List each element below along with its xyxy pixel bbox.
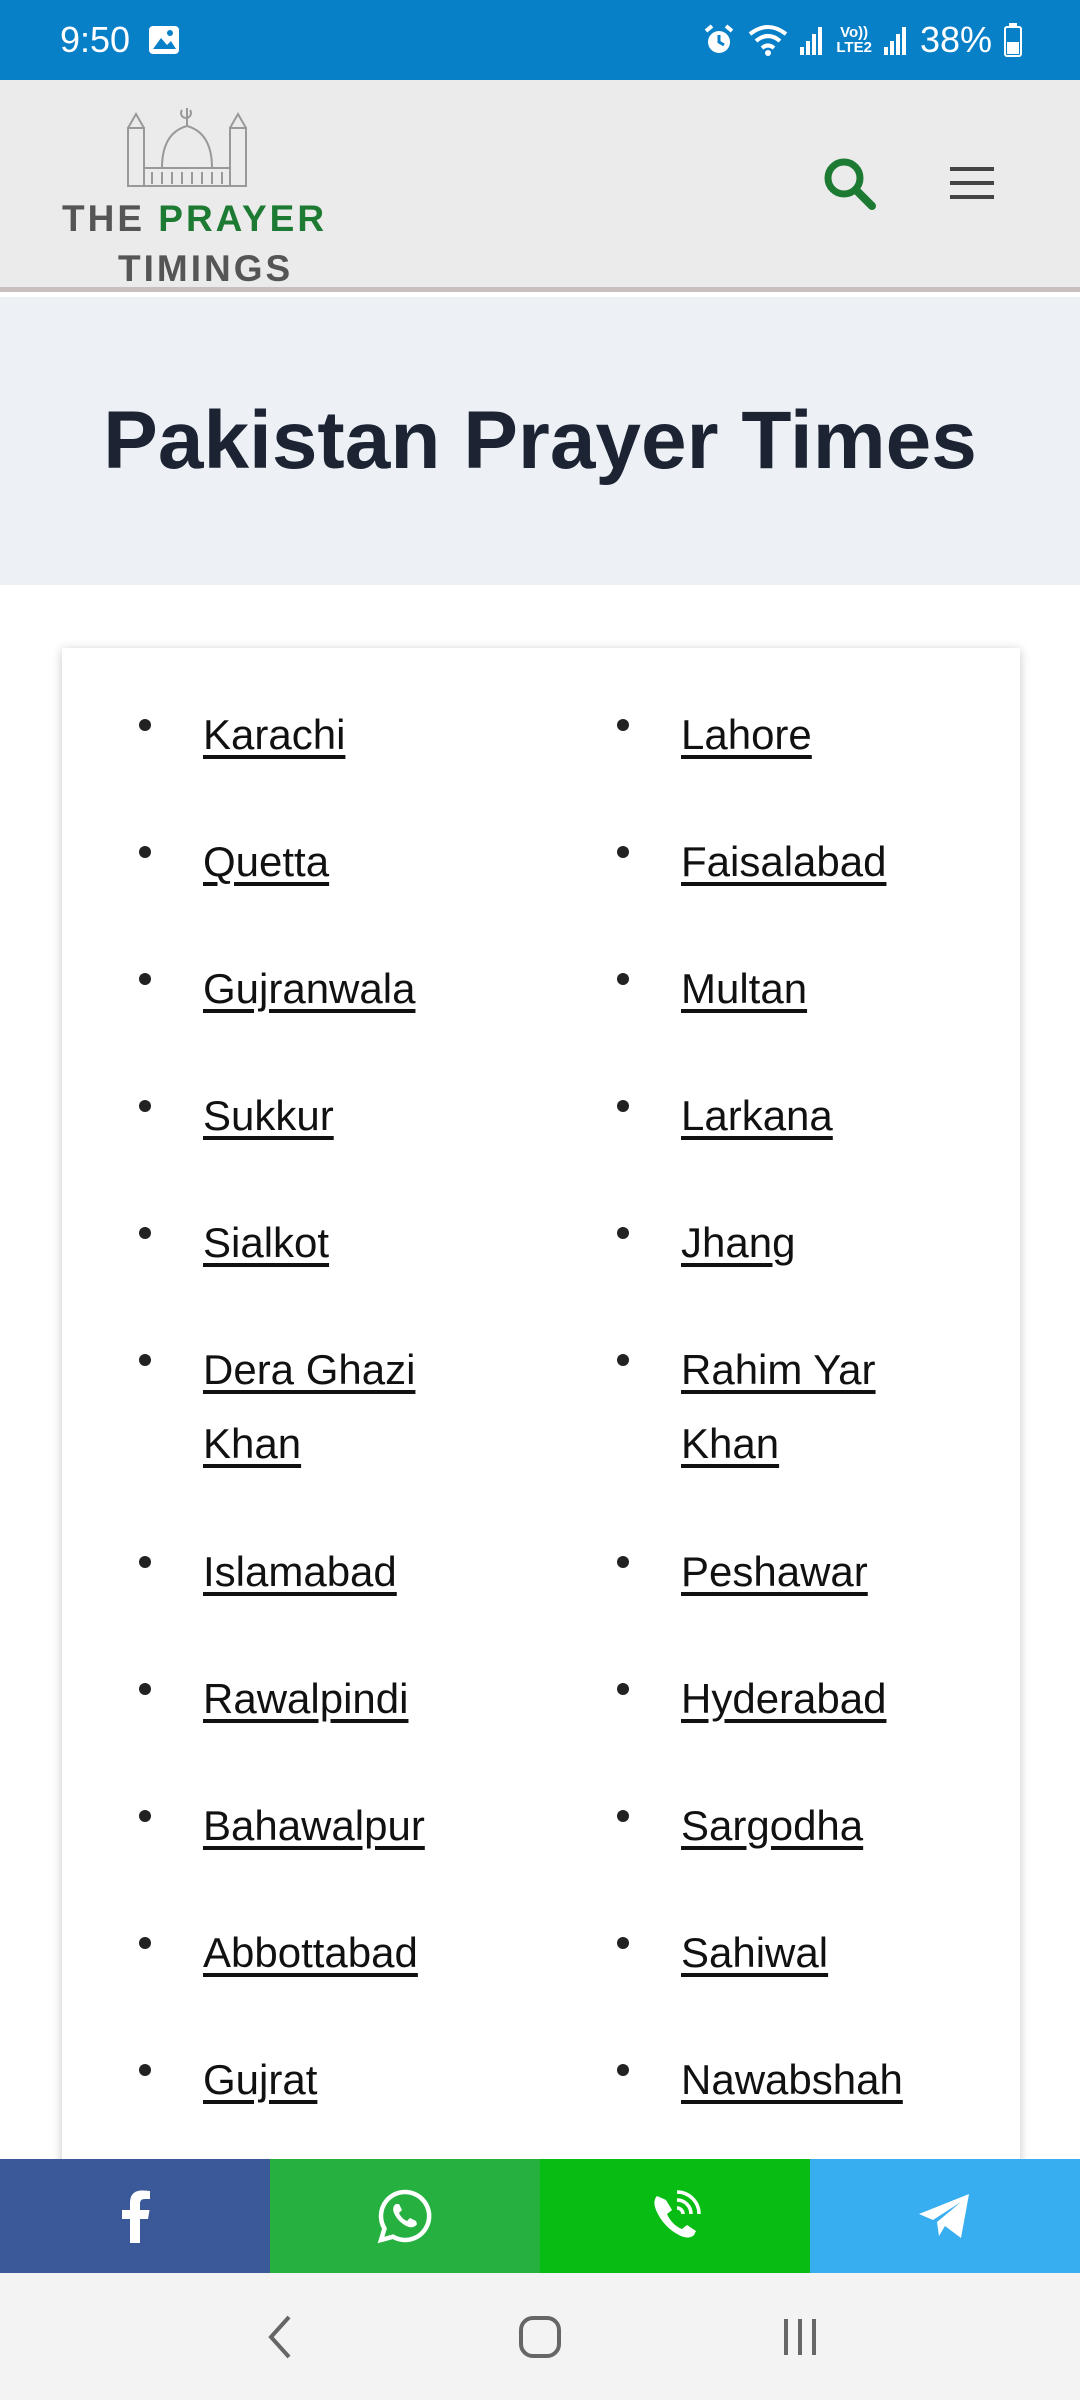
- list-item: [617, 2043, 1020, 2117]
- city-link-hyderabad[interactable]: Hyderabad: [681, 1675, 887, 1722]
- telegram-share-button[interactable]: [810, 2159, 1080, 2273]
- list-item: [139, 1916, 559, 1990]
- share-bar: [0, 2159, 1080, 2273]
- bullet: [139, 1354, 151, 1366]
- bullet: [139, 1556, 151, 1568]
- volte-indicator: Vo)) LTE2: [836, 24, 872, 56]
- city-link-bahawalpur[interactable]: Bahawalpur: [203, 1802, 425, 1849]
- list-item: [139, 1206, 559, 1280]
- battery-icon: [1004, 23, 1022, 57]
- search-button[interactable]: [822, 156, 878, 212]
- gallery-notification-icon: [148, 25, 180, 55]
- city-link-multan[interactable]: Multan: [681, 965, 808, 1012]
- list-item: [617, 952, 1020, 1026]
- list-item: [139, 698, 559, 772]
- mosque-logo-icon: [122, 98, 252, 188]
- bullet: [617, 846, 629, 858]
- page-title: Pakistan Prayer Times: [103, 395, 977, 486]
- recent-apps-button[interactable]: [760, 2297, 840, 2377]
- list-item: [139, 2043, 559, 2117]
- bullet: [617, 1683, 629, 1695]
- page-hero: [0, 297, 1080, 585]
- wifi-icon: [748, 24, 788, 56]
- signal-icon-1: [800, 25, 824, 55]
- logo-text-line1: THE PRAYER: [62, 198, 328, 239]
- list-item: [139, 1535, 559, 1609]
- list-item: [617, 1662, 1020, 1736]
- recent-apps-icon: [778, 2315, 822, 2359]
- bullet: [617, 719, 629, 731]
- city-link-larkana[interactable]: Larkana: [681, 1092, 833, 1139]
- list-item: [139, 1333, 439, 1481]
- city-list: [62, 648, 1020, 2168]
- city-link-islamabad[interactable]: Islamabad: [203, 1548, 397, 1595]
- facebook-icon: [120, 2189, 150, 2243]
- bullet: [617, 1227, 629, 1239]
- system-navigation-bar: [0, 2273, 1080, 2400]
- signal-icon-2: [884, 25, 908, 55]
- back-button[interactable]: [240, 2297, 320, 2377]
- list-item: [617, 1789, 1020, 1863]
- bullet: [617, 1354, 629, 1366]
- bullet: [139, 973, 151, 985]
- list-item: [139, 825, 559, 899]
- list-item: [617, 1916, 1020, 1990]
- list-item: [617, 1206, 1020, 1280]
- bullet: [617, 1100, 629, 1112]
- city-link-lahore[interactable]: Lahore: [681, 711, 812, 758]
- whatsapp-share-button[interactable]: [270, 2159, 540, 2273]
- bullet: [617, 1937, 629, 1949]
- list-item: [139, 952, 559, 1026]
- hamburger-menu-icon: [944, 162, 1000, 206]
- list-item: [617, 1333, 917, 1481]
- logo-text-line2: TIMINGS: [118, 248, 294, 289]
- list-item: [139, 1789, 559, 1863]
- city-list-card: [62, 648, 1020, 2168]
- bullet: [617, 2064, 629, 2076]
- city-link-gujrat[interactable]: Gujrat: [203, 2056, 318, 2103]
- bullet: [139, 2064, 151, 2076]
- list-item: [617, 1079, 1020, 1153]
- city-link-jhang[interactable]: Jhang: [681, 1219, 796, 1266]
- city-link-dera-ghazi-khan[interactable]: Dera Ghazi Khan: [203, 1346, 416, 1467]
- bullet: [139, 1100, 151, 1112]
- city-link-sargodha[interactable]: Sargodha: [681, 1802, 864, 1849]
- battery-percentage: 38%: [919, 19, 992, 60]
- city-link-quetta[interactable]: Quetta: [203, 838, 330, 885]
- city-link-faisalabad[interactable]: Faisalabad: [681, 838, 887, 885]
- list-item: [617, 825, 1020, 899]
- city-link-sukkur[interactable]: Sukkur: [203, 1092, 334, 1139]
- whatsapp-icon: [377, 2188, 433, 2244]
- bullet: [617, 1556, 629, 1568]
- status-bar: [0, 0, 1080, 80]
- city-link-rahim-yar-khan[interactable]: Rahim Yar Khan: [681, 1346, 876, 1467]
- site-logo[interactable]: [62, 98, 332, 289]
- back-chevron-icon: [265, 2313, 295, 2361]
- list-item: [617, 698, 1020, 772]
- bullet: [139, 1937, 151, 1949]
- bullet: [139, 719, 151, 731]
- menu-button[interactable]: [944, 162, 1000, 206]
- city-link-abbottabad[interactable]: Abbottabad: [203, 1929, 418, 1976]
- bullet: [139, 1227, 151, 1239]
- bullet: [617, 1810, 629, 1822]
- home-button[interactable]: [500, 2297, 580, 2377]
- facebook-share-button[interactable]: [0, 2159, 270, 2273]
- bullet: [139, 1810, 151, 1822]
- city-link-sialkot[interactable]: Sialkot: [203, 1219, 330, 1266]
- telegram-icon: [917, 2192, 973, 2240]
- list-item: [617, 1535, 1020, 1609]
- site-header: [0, 80, 1080, 292]
- bullet: [139, 846, 151, 858]
- list-item: [139, 1079, 559, 1153]
- city-link-nawabshah[interactable]: Nawabshah: [681, 2056, 903, 2103]
- bullet: [617, 973, 629, 985]
- viber-icon: [647, 2188, 703, 2244]
- city-link-peshawar[interactable]: Peshawar: [681, 1548, 868, 1595]
- city-link-sahiwal[interactable]: Sahiwal: [681, 1929, 829, 1976]
- city-link-karachi[interactable]: Karachi: [203, 711, 346, 758]
- bullet: [139, 1683, 151, 1695]
- alarm-icon: [702, 23, 736, 57]
- list-item: [139, 1662, 559, 1736]
- home-icon: [518, 2315, 562, 2359]
- search-icon: [822, 156, 878, 212]
- city-link-gujranwala[interactable]: Gujranwala: [203, 965, 416, 1012]
- viber-share-button[interactable]: [540, 2159, 810, 2273]
- status-time: 9:50: [60, 19, 131, 60]
- city-link-rawalpindi[interactable]: Rawalpindi: [203, 1675, 409, 1722]
